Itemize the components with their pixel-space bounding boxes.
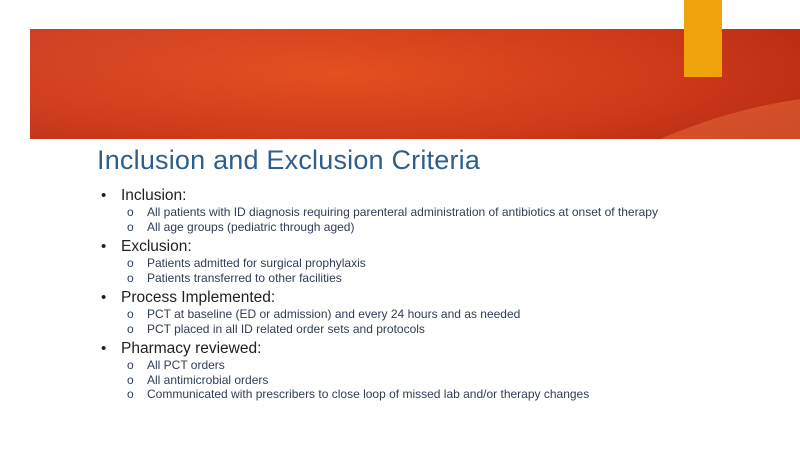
list-item: o All patients with ID diagnosis requiring parenteral administration of antibiotics at onset of therapy [127,205,658,219]
section-inclusion [97,186,697,234]
bullet-icon: • [101,340,107,357]
circle-bullet-icon: o [127,270,134,285]
list-item: o Patients admitted for surgical prophylaxis [127,256,366,270]
list-item: o Communicated with prescribers to close loop of missed lab and/or therapy changes [127,387,590,401]
list-item: o Patients transferred to other facilities [127,270,342,285]
section-heading: Inclusion: [121,187,187,204]
list-item: o All age groups (pediatric through aged) [127,219,355,234]
section-heading: Exclusion: [121,238,192,255]
slide-title: Inclusion and Exclusion Criteria [97,145,481,175]
circle-bullet-icon: o [127,219,134,234]
circle-bullet-icon: o [127,372,134,387]
sub-list [97,257,697,285]
section-heading: Process Implemented: [121,289,276,306]
circle-bullet-icon: o [127,387,134,401]
list-item: o PCT placed in all ID related order sets and protocols [127,321,425,336]
circle-bullet-icon: o [127,205,134,219]
circle-bullet-icon: o [127,256,134,270]
list-item: o All PCT orders [127,358,225,372]
circle-bullet-icon: o [127,307,134,321]
bullet-content [97,186,697,405]
list-item: o PCT at baseline (ED or admission) and every 24 hours and as needed [127,307,521,321]
section-pharmacy [97,339,697,402]
sub-list [97,359,697,402]
bullet-icon: • [101,289,107,306]
banner-swoosh-shape [660,99,800,139]
section-heading: Pharmacy reviewed: [121,340,262,357]
list-item: o All antimicrobial orders [127,372,269,387]
bullet-icon: • [101,187,107,204]
section-exclusion [97,237,697,285]
accent-tab [684,0,722,77]
sub-list [97,206,697,234]
circle-bullet-icon: o [127,321,134,336]
bullet-icon: • [101,238,107,255]
section-process [97,288,697,336]
sub-list [97,308,697,336]
circle-bullet-icon: o [127,358,134,372]
